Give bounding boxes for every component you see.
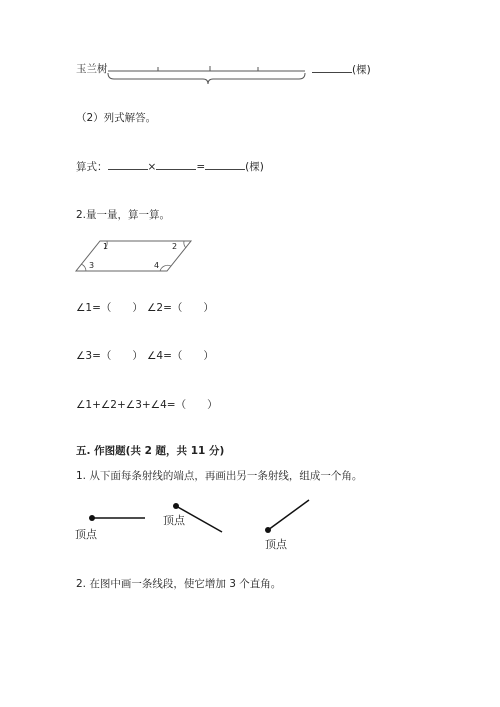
angle-2-answer: ∠2=（ ）: [147, 302, 214, 314]
drawing-q2-text: 2. 在图中画一条线段，使它增加 3 个直角。: [76, 578, 282, 590]
angle-label-1: 1: [103, 242, 109, 251]
part2-label: （2）列式解答。: [76, 112, 157, 124]
angle-4-answer: ∠4=（ ）: [147, 350, 214, 362]
q2-title: 2.量一量，算一算。: [76, 209, 171, 221]
tree-label: 玉兰树: [76, 63, 108, 75]
vertex-label-2: 顶点: [163, 514, 185, 527]
angle-sum-answer: ∠1+∠2+∠3+∠4=（ ）: [76, 399, 218, 411]
equals-sign: =: [196, 161, 206, 173]
formula-prefix: 算式：: [76, 161, 108, 173]
angle-label-3: 3: [89, 261, 95, 270]
section-heading: 五. 作图题(共 2 题，共 11 分): [76, 445, 225, 457]
vertex-label-1: 顶点: [75, 528, 97, 541]
vertex-label-3: 顶点: [265, 538, 287, 551]
unit-suffix: (棵): [245, 161, 264, 173]
angle-1-answer: ∠1=（ ）: [76, 302, 143, 314]
angle-label-2: 2: [172, 242, 178, 251]
unit-suffix: (棵): [352, 64, 371, 76]
angle-label-4: 4: [154, 261, 160, 270]
times-sign: ×: [147, 161, 157, 173]
drawing-q1-text: 1. 从下面每条射线的端点，再画出另一条射线，组成一个角。: [76, 470, 363, 482]
angle-3-answer: ∠3=（ ）: [76, 350, 143, 362]
